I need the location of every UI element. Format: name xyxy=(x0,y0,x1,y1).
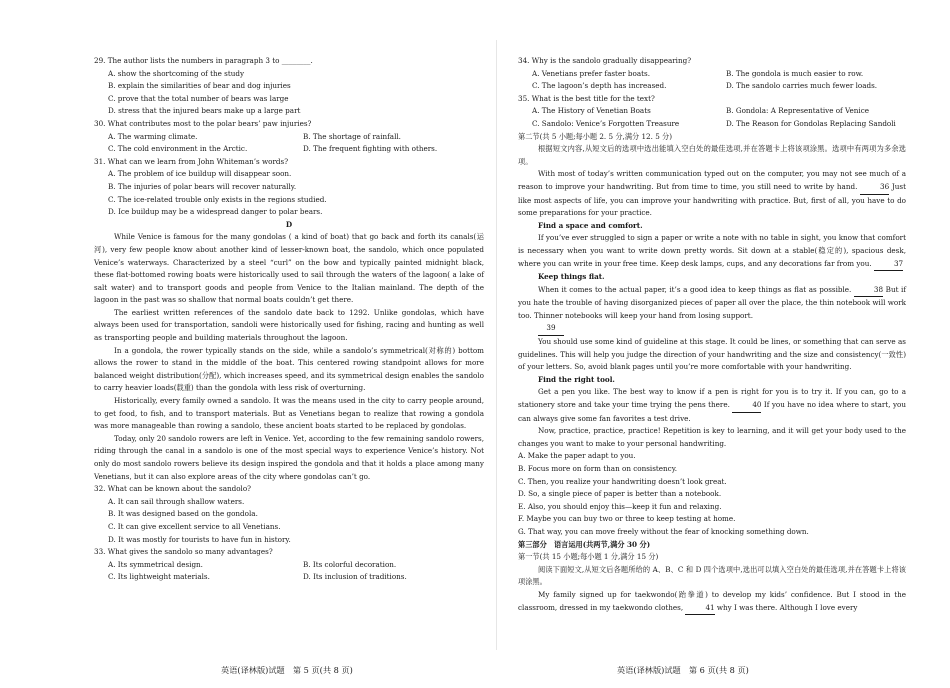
q35-options-row2 xyxy=(518,118,906,131)
q33-option-b: B. Its colorful decoration. xyxy=(303,559,397,569)
section-d-heading: D xyxy=(285,219,293,229)
q35-options-row1 xyxy=(518,105,906,118)
question-32-stem: 32. What can be known about the sandolo? xyxy=(94,484,252,494)
passage-2-paragraph-5 xyxy=(518,386,906,425)
blank-38: 38 xyxy=(854,284,883,298)
passage-2-paragraph-1 xyxy=(518,168,906,219)
q32-option-a: A. It can sail through shallow waters. xyxy=(108,496,245,506)
q33-options-row1 xyxy=(94,559,484,572)
footer-page-6: 英语(译林版)试题 第 6 页(共 8 页) xyxy=(617,665,749,675)
cloze-text-a: My family signed up for taekwondo(跆拳道) to develop my kids’ confidence. But I stood in the classroom, dressed in my taekwondo clothes, xyxy=(518,589,906,612)
page-divider xyxy=(496,40,497,650)
blank-41: 41 xyxy=(685,602,714,616)
q35-option-c: C. Sandolo: Venice’s Forgotten Treasure xyxy=(532,118,680,128)
q34-options-row2 xyxy=(518,80,906,93)
passage-2-paragraph-6: Now, practice, practice, practice! Repetition is key to learning, and it will get your body used to the changes you want to make to your personal handwriting. xyxy=(518,426,906,448)
q29-option-a: A. show the shortcoming of the study xyxy=(108,68,245,78)
q33-option-c: C. Its lightweight materials. xyxy=(108,572,210,582)
question-35-stem: 35. What is the best title for the text? xyxy=(518,93,655,103)
passage-2-paragraph-2 xyxy=(518,232,906,271)
p5b-text: If you have no idea where to start, you can always give some fan favorites a test drive. xyxy=(518,400,906,423)
question-34-stem: 34. Why is the sandolo gradually disappearing? xyxy=(518,56,692,65)
choice-g: G. That way, you can move freely without the fear of knocking something down. xyxy=(518,526,809,536)
footer-page-5: 英语(译林版)试题 第 5 页(共 8 页) xyxy=(221,665,353,675)
p3a-text: When it comes to the actual paper, it’s a good idea to keep things as flat as possible. xyxy=(538,284,852,294)
choice-d: D. So, a single piece of paper is better than a notebook. xyxy=(518,489,722,499)
p1b-text: Just like most aspects of life, you can improve your handwriting with practice. But, first of all, you have to do some preparations for your practice. xyxy=(518,181,906,218)
q35-option-b: B. Gondola: A Representative of Venice xyxy=(726,106,869,116)
q32-option-b: B. It was designed based on the gondola. xyxy=(108,509,258,519)
q29-option-c: C. prove that the total number of bears was large xyxy=(108,93,289,103)
q33-options-row2 xyxy=(94,571,484,584)
section-2-header: 第二节(共 5 小题;每小题 2. 5 分,满分 12. 5 分) xyxy=(518,131,673,141)
p3b-text: But if you hate the trouble of having disorganized pieces of paper all over the place, the thin notebook will work too. Thinner notebooks will keep your hand from losing support. xyxy=(518,284,906,320)
blank-39-line xyxy=(518,322,906,336)
q31-option-c: C. The ice-related trouble only exists in the regions studied. xyxy=(108,194,327,204)
p1-text: With most of today’s written communication typed out on the computer, you may not see much of a reason to improve your handwriting. But from time to time, you still need to write by hand. xyxy=(518,169,906,191)
q34-option-d: D. The sandolo carries much fewer loads. xyxy=(726,81,878,91)
passage-paragraph-2: The earliest written references of the sandolo date back to 1292. Unlike gondolas, which have always been used for transportation, sandoli were historically used for fishing, racing and hunting as well as transporting people and building materials throughout the lagoon. xyxy=(94,307,484,343)
cloze-paragraph-1 xyxy=(518,589,906,615)
q35-option-d: D. The Reason for Gondolas Replacing Sandoli xyxy=(726,118,896,128)
q29-option-d: D. stress that the injured bears make up a large part xyxy=(108,106,301,116)
choice-b: B. Focus more on form than on consistency. xyxy=(518,464,678,473)
passage-2-paragraph-4: You should use some kind of guideline at this stage. It could be lines, or something that can serve as guidelines. This will help you judge the direction of your handwriting and the size and consistency(一致性) of your letters. So, avoid blank pages until you’re more comfortable with your handwriting. xyxy=(518,337,906,372)
cloze-text-b: why I was there. Although I love every xyxy=(716,602,858,612)
q34-options-row1 xyxy=(518,68,906,81)
q31-option-b: B. The injuries of polar bears will recover naturally. xyxy=(108,181,297,191)
p2-text: If you’ve ever struggled to sign a paper or write a note with no table in sight, you know that comfort is necessary when you want to write down pretty words. Sit down at a stable(稳定的), spacious desk, where you can write in your free time. Keep desk lamps, cups, and any decorations far from you. xyxy=(518,233,906,268)
left-page xyxy=(94,55,484,584)
q30-options-row1 xyxy=(94,131,484,144)
heading-keep-flat: Keep things flat. xyxy=(538,272,605,282)
question-29-stem: 29. The author lists the numbers in paragraph 3 to ________. xyxy=(94,56,313,65)
q31-option-a: A. The problem of ice buildup will disappear soon. xyxy=(108,169,292,179)
q30-options-row2 xyxy=(94,143,484,156)
q34-option-b: B. The gondola is much easier to row. xyxy=(726,68,864,78)
q30-option-c: C. The cold environment in the Arctic. xyxy=(108,144,248,154)
passage-2-paragraph-3 xyxy=(518,284,906,323)
q30-option-d: D. The frequent fighting with others. xyxy=(303,144,438,154)
heading-right-tool: Find the right tool. xyxy=(538,374,615,384)
q34-option-a: A. Venetians prefer faster boats. xyxy=(532,68,650,78)
q32-option-c: C. It can give excellent service to all Venetians. xyxy=(108,521,281,531)
q33-option-a: A. Its symmetrical design. xyxy=(108,559,203,569)
right-page xyxy=(518,55,906,615)
passage-paragraph-4: Historically, every family owned a sandolo. It was the means used in the city to carry people around, to get food, to fish, and to transport materials. But as Venetians began to realize that rowing a gondola was more manageable than rowing a sandolo, these ancient boats started to be replaced by gondolas. xyxy=(94,396,484,431)
blank-40: 40 xyxy=(732,399,761,413)
p5a-text: Get a pen you like. The best way to know if a pen is right for you is to try it. If you can, go to a stationery store and take your time trying the pens there. xyxy=(518,387,906,410)
q33-option-d: D. Its inclusion of traditions. xyxy=(303,572,407,582)
blank-37: 37 xyxy=(874,258,903,272)
q31-option-d: D. Ice buildup may be a widespread danger to polar bears. xyxy=(108,207,323,217)
section-2-instructions: 根据短文内容,从短文后的选项中选出能填入空白处的最佳选项,并在答题卡上将该项涂黑。选项中有两项为多余选项。 xyxy=(518,144,906,166)
choice-e: E. Also, you should enjoy this—keep it fun and relaxing. xyxy=(518,501,722,511)
part-3-instructions: 阅读下面短文,从短文后各题所给的 A、B、C 和 D 四个选项中,选出可以填入空白处的最佳选项,并在答题卡上将该项涂黑。 xyxy=(518,564,906,587)
q32-option-d: D. It was mostly for tourists to have fun in history. xyxy=(108,534,291,544)
passage-paragraph-1: While Venice is famous for the many gondolas ( a kind of boat) that go back and forth its canals(运河), very few people know about another kind of lesser-known boat, the sandolo, which once populated Venice’s waterways. Characterized by a steel “curl” on the bow and typically painted midnight black, these flat-bottomed rowing boats were historically used to sail through the waters of the lagoon( a lake of salt water) and to transport goods and people from Venice to the Italian mainland. The depth of the lagoon in the past was so shallow that normal boats couldn’t get there. xyxy=(94,232,484,305)
q29-option-b: B. explain the similarities of bear and dog injuries xyxy=(108,81,291,91)
choice-f: F. Maybe you can buy two or three to keep testing at home. xyxy=(518,514,736,524)
question-31-stem: 31. What can we learn from John Whiteman’s words? xyxy=(94,156,289,166)
q30-option-b: B. The shortage of rainfall. xyxy=(303,131,401,141)
choice-a: A. Make the paper adapt to you. xyxy=(518,451,636,461)
blank-39: 39 xyxy=(538,322,564,336)
q35-option-a: A. The History of Venetian Boats xyxy=(532,106,651,116)
heading-find-space: Find a space and comfort. xyxy=(538,220,643,230)
blank-36: 36 xyxy=(860,181,889,195)
question-33-stem: 33. What gives the sandolo so many advantages? xyxy=(94,547,273,557)
passage-paragraph-3: In a gondola, the rower typically stands on the side, while a sandolo’s symmetrical(对称的) bottom allows the rower to stand in the middle of the boat. This centered rowing standpoint allows for more balanced weight distribution(分配), which increases speed, and its symmetrical design enables the sandolo to carry heavier loads(载重) than the gondola with less risk of overturning. xyxy=(94,345,484,393)
part-3-subheader: 第一节(共 15 小题;每小题 1 分,满分 15 分) xyxy=(518,552,659,562)
q30-option-a: A. The warming climate. xyxy=(108,131,198,141)
passage-paragraph-5: Today, only 20 sandolo rowers are left in Venice. Yet, according to the few remaining sandolo rowers, riding through the canal in a sandolo is one of the most special ways to experience Venice’s history. Not only do most sandolo rowers believe its design inspired the gondola and that it holds a place among many Venetians, but it can also explore areas of the city where gondolas can’t go. xyxy=(94,433,484,481)
choice-c: C. Then, you realize your handwriting doesn’t look great. xyxy=(518,476,727,486)
part-3-header: 第三部分 语言运用(共两节,满分 30 分) xyxy=(518,539,651,549)
q34-option-c: C. The lagoon’s depth has increased. xyxy=(532,81,667,91)
question-30-stem: 30. What contributes most to the polar bears’ paw injuries? xyxy=(94,118,312,128)
